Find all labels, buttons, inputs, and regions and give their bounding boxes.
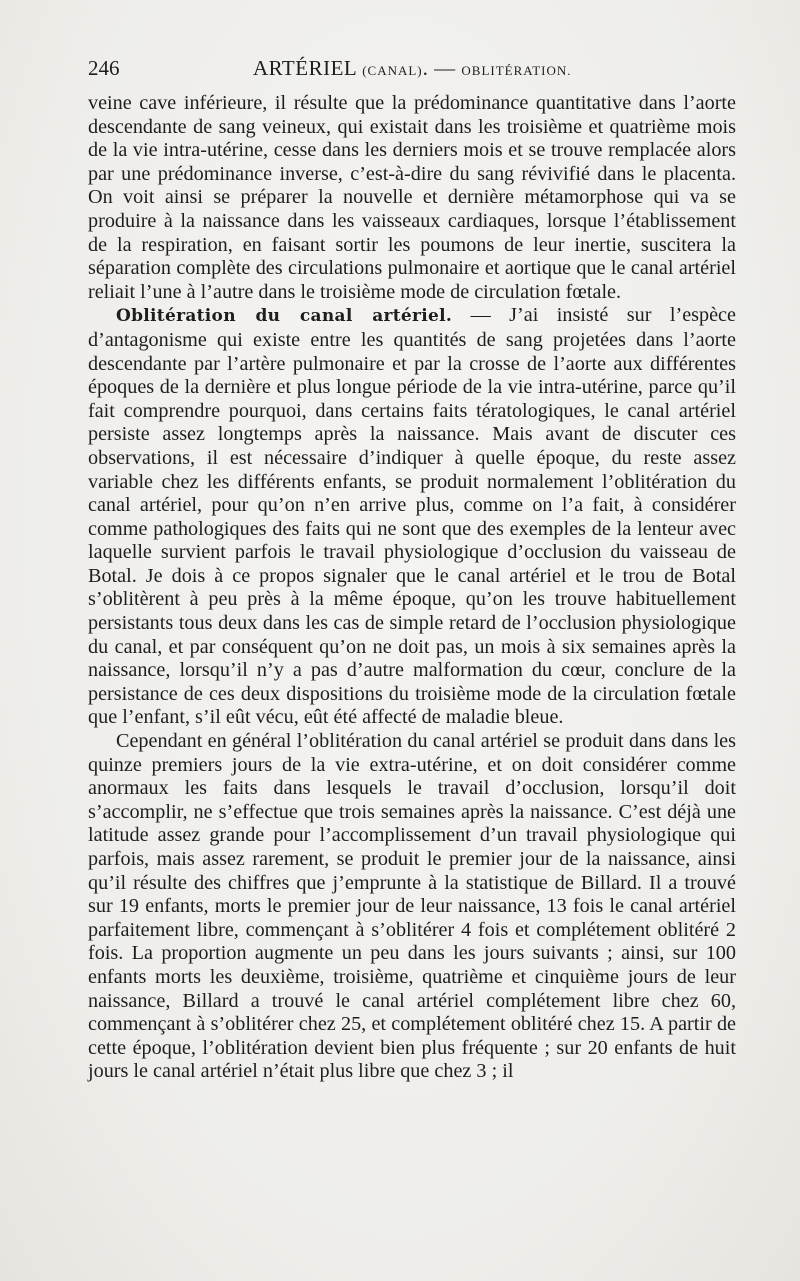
page-header (88, 56, 736, 86)
section-lead: Oblitération du canal artériel. (116, 306, 453, 327)
running-head-paren: (CANAL) (362, 63, 423, 78)
paragraph-1: veine cave inférieure, il résulte que la prédominance quantitative dans l’aorte descendante de sang veineux, qui existait dans les troisième et quatrième mois de la vie intra-utérine, cesse dans les derniers mois et se trouve remplacée alors par une prédominance inverse, c’est-à-dire du sang révivifié dans le placenta. On voit ainsi se préparer la nouvelle et dernière métamorphose qui va se produire à la naissance dans les vaisseaux cardiaques, lorsque l’établissement de la respiration, en faisant sortir les poumons de leur inertie, suscitera la séparation complète des circulations pulmonaire et aortique que le canal artériel reliait l’une à l’autre dans le troisième mode de circulation fœtale. (88, 92, 736, 303)
running-head-sub: OBLITÉRATION. (461, 63, 572, 78)
paragraph-2-text: — J’ai insisté sur l’espèce d’antagonisme qui existe entre les quantités de sang projetées dans l’aorte descendante par l’artère pulmonaire et par la crosse de l’aorte aux différentes époques de la dernière et plus longue période de la vie intra-utérine, parce qu’il fait comprendre pourquoi, dans certains faits tératologiques, le canal artériel persiste assez longtemps après la naissance. Mais avant de discuter ces observations, il est nécessaire d’indiquer à quelle époque, du reste assez variable chez les différents enfants, se produit normalement l’oblitération du canal artériel, pour qu’on n’en arrive plus, comme on l’a fait, à considérer comme pathologiques des faits qui ne sont que des exemples de la lenteur avec laquelle survient parfois le travail physiologique d’occlusion du vaisseau de Botal. Je dois à ce propos signaler que le canal artériel et le trou de Botal s’oblitèrent à peu près à la même époque, qu’on les trouve habituellement persistants tous deux dans les cas de simple retard de l’occlusion physiologique du canal, et par conséquent qu’on ne doit pas, un mois à six semaines après la naissance, lorsqu’il n’y a pas d’autre malformation du cœur, conclure de la persistance de ces deux dispositions du troisième mode de la circulation fœtale que l’enfant, s’il eût vécu, eût été affecté de maladie bleue. (88, 304, 736, 729)
paragraph-2 (88, 304, 736, 730)
paragraph-3: Cependant en général l’oblitération du canal artériel se produit dans dans les quinze premiers jours de la vie extra-utérine, et on doit considérer comme anormaux les faits dans lesquels le travail d’occlusion, lorsqu’il doit s’accomplir, ne s’effectue que trois semaines après la naissance. C’est déjà une latitude assez grande pour l’accomplissement d’un travail physiologique qui parfois, mais assez rarement, se produit le premier jour de la naissance, ainsi qu’il résulte des chiffres que j’emprunte à la statistique de Billard. Il a trouvé sur 19 enfants, morts le premier jour de leur naissance, 13 fois le canal artériel parfaitement libre, commençant à s’oblitérer 4 fois et complétement oblitéré 2 fois. La proportion augmente un peu dans les jours suivants ; ainsi, sur 100 enfants morts les deuxième, troisième, quatrième et cinquième jours de leur naissance, Billard a trouvé le canal artériel complétement libre chez 60, commençant à s’oblitérer chez 25, et complétement oblitéré chez 15. A partir de cette époque, l’oblitération devient bien plus fréquente ; sur 20 enfants de huit jours le canal artériel n’était plus libre que chez 3 ; il (88, 730, 736, 1083)
running-head-title: ARTÉRIEL (253, 56, 357, 80)
body-text (88, 92, 736, 1084)
page-number: 246 (88, 56, 120, 80)
running-head-dash: — (434, 56, 456, 80)
running-head: ARTÉRIEL (CANAL). — OBLITÉRATION. (253, 56, 572, 80)
